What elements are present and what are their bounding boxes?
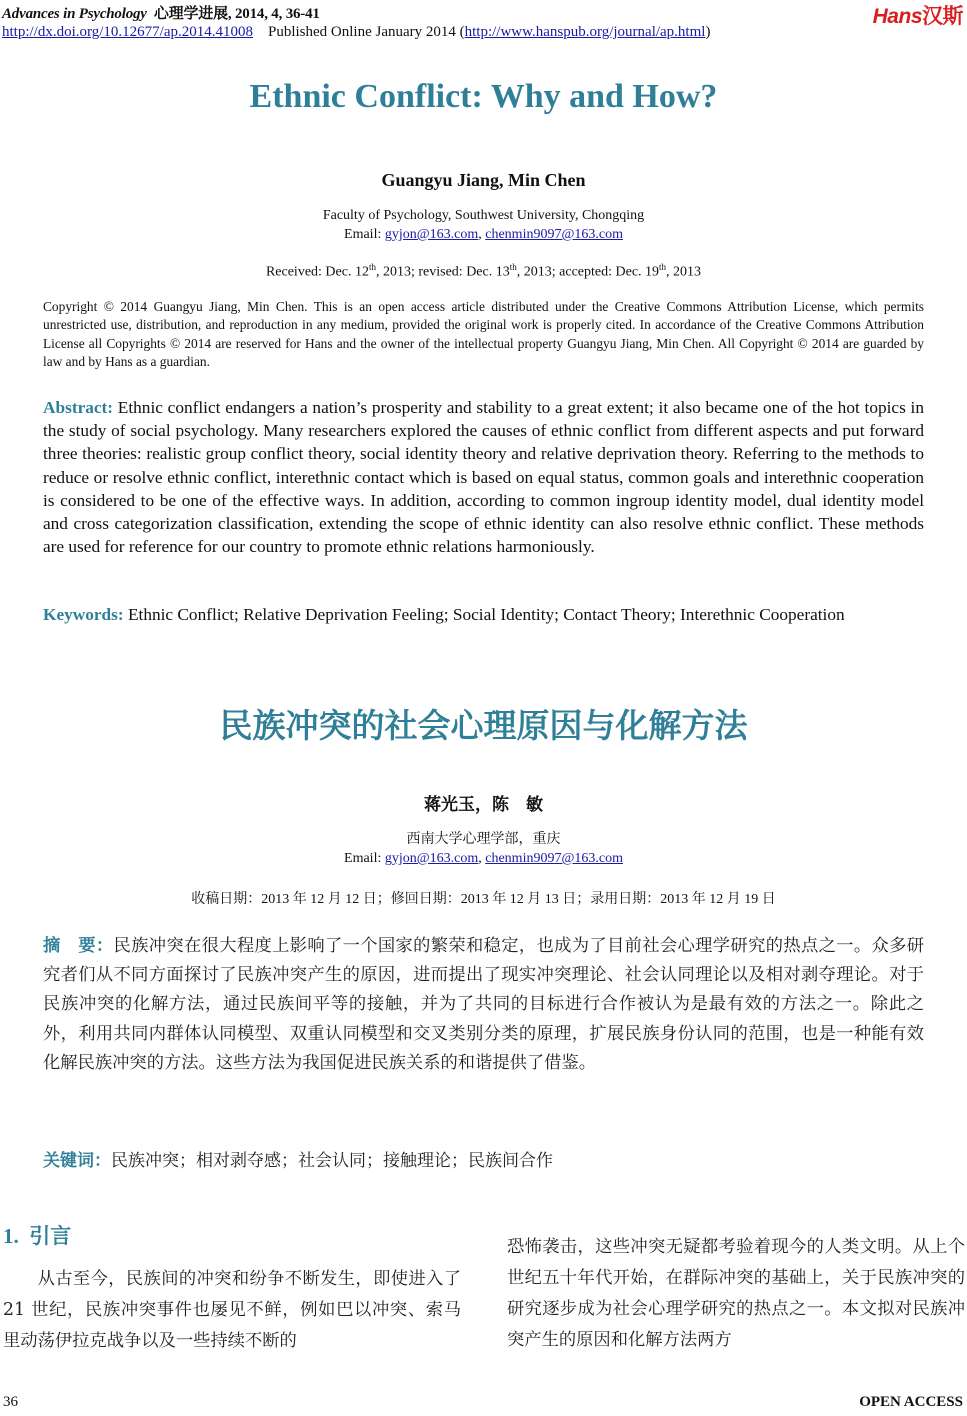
received-sup: th: [368, 262, 376, 272]
keywords-chinese: [43, 1146, 553, 1171]
doi-link[interactable]: http://dx.doi.org/10.12677/ap.2014.41008: [2, 24, 253, 40]
section-heading-introduction: [3, 1220, 71, 1250]
title-chinese: 民族冲突的社会心理原因与化解方法: [219, 706, 748, 745]
published-close: ): [705, 24, 711, 40]
keywords-label-zh: 关键词：: [43, 1151, 111, 1171]
keywords-text-zh: 民族冲突；相对剥夺感；社会认同；接触理论；民族间合作: [111, 1151, 553, 1171]
hans-logo-en: Hans: [872, 5, 922, 28]
dates-suffix: , 2013: [666, 264, 702, 280]
email-link-2[interactable]: chenmin9097@163.com: [485, 227, 623, 242]
copyright-notice: Copyright © 2014 Guangyu Jiang, Min Chen. This is an open access article distributed under the Creative Commons Attribution License, which permits unrestricted use, distribution, and reproduction in any medium, provided the original work is properly cited. In accordance of the Creative Commons Attribution License all Copyrights © 2014 are reserved for Hans and the owner of the intellectual property Guangyu Jiang, Min Chen. All Copyright © 2014 are guarded by law and by Hans as a guardian.: [43, 299, 924, 369]
hans-logo: [873, 0, 963, 30]
journal-name: Advances in Psychology: [2, 6, 147, 22]
email-link-1[interactable]: gyjon@163.com: [384, 227, 479, 242]
abstract-chinese: [43, 932, 924, 1078]
revised-date: , 2013; revised: Dec. 13: [375, 264, 510, 280]
email-separator-zh: ,: [478, 851, 486, 866]
journal-citation: [2, 2, 320, 23]
hans-logo-zh: 汉斯: [922, 5, 963, 28]
body-column-right: [507, 1232, 965, 1356]
dates-chinese: 收稿日期：2013 年 12 月 12 日；修回日期：2013 年 12 月 13 日；录用日期：2013 年 12 月 19 日: [191, 892, 776, 907]
email-link-1-zh[interactable]: gyjon@163.com: [384, 851, 479, 866]
dates-english: [0, 262, 967, 281]
published-text: Published Online January 2014 (: [267, 24, 465, 40]
affiliation-text: Faculty of Psychology, Southwest University, Chongqing: [322, 208, 645, 223]
email-label: Email:: [344, 227, 385, 242]
keywords-english: [43, 603, 924, 626]
title-english: Ethnic Conflict: Why and How?: [249, 78, 718, 115]
email-link-2-zh[interactable]: chenmin9097@163.com: [485, 851, 623, 866]
keywords-text: Ethnic Conflict; Relative Deprivation Feeling; Social Identity; Contact Theory; Interethnic Cooperation: [127, 605, 845, 624]
abstract-text-zh: 民族冲突在很大程度上影响了一个国家的繁荣和稳定，也成为了目前社会心理学研究的热点之一。众多研究者们从不同方面探讨了民族冲突产生的原因，进而提出了现实冲突理论、社会认同理论以及相对剥夺理论。对于民族冲突的化解方法，通过民族间平等的接触，并为了共同的目标进行合作被认为是最有效的方法之一。除此之外，利用共同内群体认同模型、双重认同模型和交叉类别分类的原理，扩展民族身份认同的范围，也是一种能有效化解民族冲突的方法。这些方法为我国促进民族关系的和谐提供了借鉴。: [43, 936, 924, 1073]
page-number: 36: [3, 1394, 18, 1410]
email-line: [0, 225, 967, 244]
affiliation-chinese: [0, 830, 967, 868]
section-title: 引言: [29, 1224, 72, 1248]
paragraph: 恐怖袭击，这些冲突无疑都考验着现今的人类文明。从上个世纪五十年代开始，在群际冲突的基础上，关于民族冲突的研究逐步成为社会心理学研究的热点之一。本文拟对民族冲突产生的原因和化解方法两方: [507, 1237, 965, 1350]
abstract-english: [43, 396, 924, 558]
accepted-sup: th: [659, 262, 667, 272]
abstract-label-zh: 摘 要：: [43, 936, 114, 956]
journal-url-link[interactable]: http://www.hanspub.org/journal/ap.html: [464, 24, 706, 40]
abstract-label: Abstract:: [43, 398, 114, 417]
body-column-left: [3, 1264, 461, 1357]
affiliation-english: [0, 206, 967, 244]
abstract-text: Ethnic conflict endangers a nation’s prosperity and stability to a great extent; it also became one of the hot topics in the study of social psychology. Many researchers explored the causes of ethnic conflict from different aspects and put forward three theories: realistic group conflict theory, social identity theory and relative deprivation theory. Referring to the methods to reduce or resolve ethnic conflict, interethnic contact which is based on equal status, common goals and interethnic cooperation is considered to be one of the effective ways. In addition, according to common ingroup identity model, dual identity model and cross categorization classification, extending the scope of ethnic identity can also resolve ethnic conflict. These methods are used for reference for our country to promote ethnic relations harmoniously.: [43, 398, 924, 557]
affiliation-text-zh: 西南大学心理学部，重庆: [406, 832, 561, 847]
accepted-date: , 2013; accepted: Dec. 19: [516, 264, 660, 280]
section-number: 1.: [3, 1224, 19, 1248]
open-access-label: OPEN ACCESS: [859, 1394, 963, 1410]
paragraph: 从古至今，民族间的冲突和纷争不断发生，即使进入了 21 世纪，民族冲突事件也屡见不鲜，例如巴以冲突、索马里动荡伊拉克战争以及一些持续不断的: [3, 1269, 461, 1351]
email-separator: ,: [478, 227, 486, 242]
publication-info: [2, 24, 710, 41]
revised-sup: th: [509, 262, 517, 272]
email-label-zh: Email:: [344, 851, 385, 866]
authors-chinese: 蒋光玉，陈 敏: [424, 795, 543, 814]
authors-english: Guangyu Jiang, Min Chen: [381, 170, 586, 190]
received-date: Received: Dec. 12: [265, 264, 369, 280]
journal-name-zh: 心理学进展: [153, 6, 228, 22]
keywords-label: Keywords:: [43, 605, 124, 624]
citation-details: , 2014, 4, 36-41: [227, 6, 320, 22]
email-line-zh: [0, 849, 967, 868]
